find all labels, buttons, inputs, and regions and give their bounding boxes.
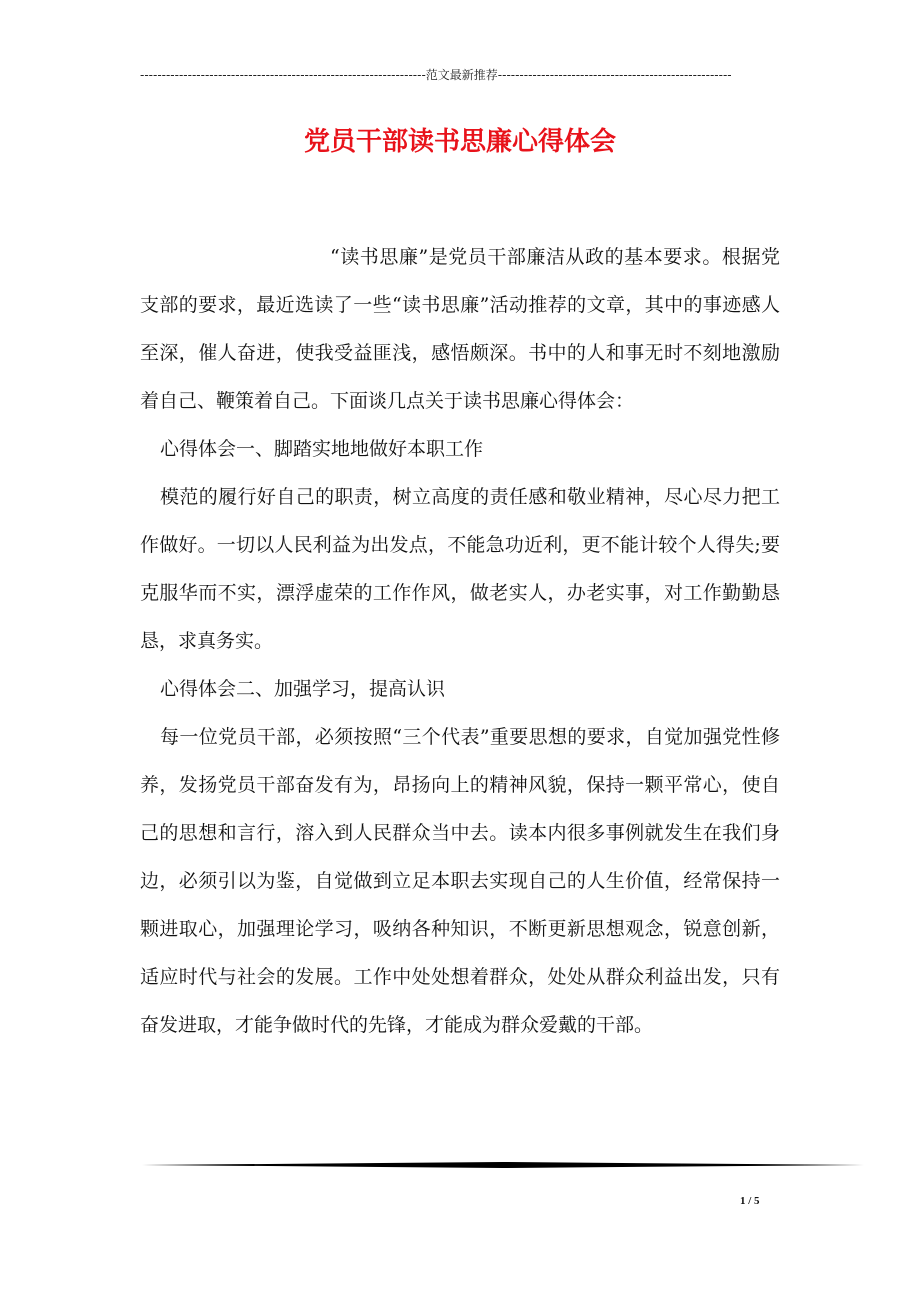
body-paragraph-2: 每一位党员干部，必须按照“三个代表”重要思想的要求，自觉加强党性修养，发扬党员干部奋发有为，昂扬向上的精神风貌，保持一颗平常心，使自己的思想和言行，溶入到人民群众当中去。读本内很多事例就发生在我们身边，必须引以为鉴，自觉做到立足本职去实现自己的人生价值，经常保持一颗进取心，加强理论学习，吸纳各种知识，不断更新思想观念，锐意创新，适应时代与社会的发展。工作中处处想着群众，处处从群众利益出发，只有奋发进取，才能争做时代的先锋，才能成为群众爱戴的干部。 xyxy=(140,726,780,1036)
document-title: 党员干部读书思廉心得体会 xyxy=(303,127,616,157)
page-number: 1 / 5 xyxy=(740,1195,760,1207)
footer-divider xyxy=(142,1157,864,1173)
body-paragraph-1: 模范的履行好自己的职责，树立高度的责任感和敬业精神，尽心尽力把工作做好。一切以人民利益为出发点，不能急功近利，更不能计较个人得失;要克服华而不实，漂浮虚荣的工作作风，做老实人，办老实事，对工作勤勤恳恳，求真务实。 xyxy=(140,486,780,652)
section-heading-1: 心得体会一、脚踏实地地做好本职工作 xyxy=(160,438,484,460)
document-body xyxy=(140,233,780,1049)
page-header: ------------------------------------------------------------------范文最新推荐------------------------------------------------------ xyxy=(140,68,732,82)
intro-paragraph: “读书思廉”是党员干部廉洁从政的基本要求。根据党支部的要求，最近选读了一些“读书思廉”活动推荐的文章，其中的事迹感人至深，催人奋进，使我受益匪浅，感悟颇深。书中的人和事无时不刻地激励着自己、鞭策着自己。下面谈几点关于读书思廉心得体会： xyxy=(140,246,780,412)
section-heading-2: 心得体会二、加强学习，提高认识 xyxy=(160,678,446,700)
